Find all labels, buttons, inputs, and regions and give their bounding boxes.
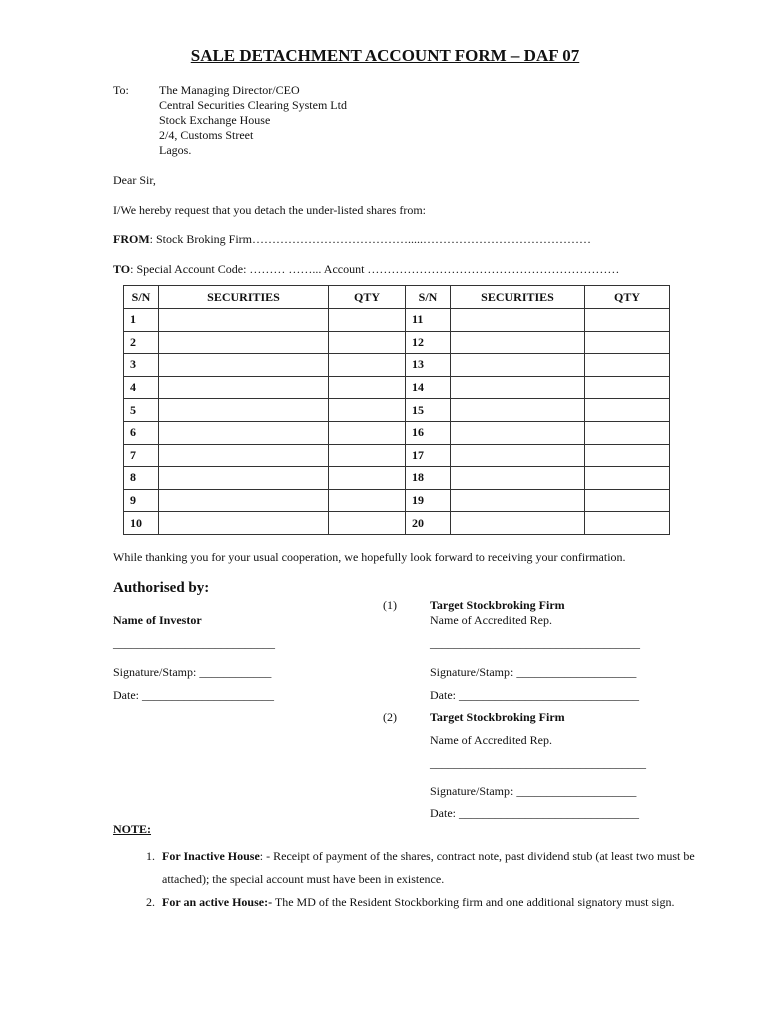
notes-list (113, 845, 718, 914)
address-line: Central Securities Clearing System Ltd (159, 98, 347, 112)
table-row (124, 399, 670, 422)
to-label: To: (113, 83, 129, 97)
sn-cell: 16 (406, 421, 451, 444)
securities-cell[interactable] (451, 399, 585, 422)
qty-cell[interactable] (329, 309, 406, 332)
accredited-rep-label: Name of Accredited Rep. (430, 733, 552, 747)
list-item (158, 845, 718, 891)
securities-cell[interactable] (159, 467, 329, 490)
sn-cell: 12 (406, 331, 451, 354)
investor-date-field[interactable]: Date: ______________________ (113, 688, 274, 702)
securities-cell[interactable] (159, 421, 329, 444)
sn-cell: 6 (124, 421, 159, 444)
qty-cell[interactable] (585, 331, 670, 354)
sn-cell: 4 (124, 376, 159, 399)
qty-cell[interactable] (585, 376, 670, 399)
investor-signature-field[interactable]: Signature/Stamp: ____________ (113, 665, 272, 679)
address-line: Stock Exchange House (159, 113, 271, 127)
qty-cell[interactable] (329, 376, 406, 399)
table-row (124, 467, 670, 490)
securities-cell[interactable] (451, 444, 585, 467)
qty-cell[interactable] (329, 489, 406, 512)
item-number: (1) (383, 598, 397, 612)
investor-name-field[interactable]: ___________________________ (113, 636, 275, 650)
sn-cell: 1 (124, 309, 159, 332)
securities-cell[interactable] (451, 467, 585, 490)
qty-cell[interactable] (329, 512, 406, 535)
to-account-line[interactable] (113, 262, 619, 277)
securities-cell[interactable] (159, 399, 329, 422)
accredited-rep-label: Name of Accredited Rep. (430, 613, 552, 627)
qty-cell[interactable] (585, 467, 670, 490)
note-text: : - Receipt of payment of the shares, contract note, past dividend stub (at least two must be attached); the special account must have been in existence. (162, 849, 695, 886)
form-title: SALE DETACHMENT ACCOUNT FORM – DAF 07 (190, 46, 580, 65)
sn-cell: 11 (406, 309, 451, 332)
target-firm-label: Target Stockbroking Firm (430, 710, 565, 724)
securities-cell[interactable] (159, 512, 329, 535)
sn-cell: 15 (406, 399, 451, 422)
address-line: 2/4, Customs Street (159, 128, 254, 142)
to-label-2: TO (113, 262, 131, 276)
request-text: I/We hereby request that you detach the under-listed shares from: (113, 203, 427, 217)
qty-cell[interactable] (585, 354, 670, 377)
qty-cell[interactable] (329, 331, 406, 354)
address-line: Lagos. (159, 143, 192, 157)
rep-name-field[interactable]: ____________________________________ (430, 756, 646, 770)
securities-cell[interactable] (451, 489, 585, 512)
table-row (124, 512, 670, 535)
qty-cell[interactable] (585, 489, 670, 512)
closing-text: While thanking you for your usual cooperation, we hopefully look forward to receiving your confirmation. (113, 550, 626, 564)
qty-cell[interactable] (329, 354, 406, 377)
note-heading: For an active House:- (162, 895, 273, 909)
sn-cell: 17 (406, 444, 451, 467)
qty-cell[interactable] (585, 444, 670, 467)
qty-cell[interactable] (585, 421, 670, 444)
salutation: Dear Sir, (113, 173, 156, 187)
securities-cell[interactable] (451, 376, 585, 399)
securities-cell[interactable] (451, 421, 585, 444)
securities-cell[interactable] (159, 489, 329, 512)
qty-cell[interactable] (585, 399, 670, 422)
securities-cell[interactable] (451, 354, 585, 377)
qty-cell[interactable] (329, 444, 406, 467)
address-block (159, 83, 347, 158)
to-account-field[interactable]: : Special Account Code: ……… ……... Account ……………………………………………………… (130, 262, 620, 276)
securities-table (123, 285, 670, 535)
securities-cell[interactable] (451, 331, 585, 354)
list-item (158, 891, 718, 914)
note-label: NOTE: (113, 822, 152, 836)
qty-cell[interactable] (329, 421, 406, 444)
rep-date-field[interactable]: Date: ______________________________ (430, 688, 639, 702)
col-header-sn: S/N (124, 286, 159, 309)
col-header-securities: SECURITIES (159, 286, 329, 309)
securities-cell[interactable] (159, 376, 329, 399)
sn-cell: 20 (406, 512, 451, 535)
from-line[interactable] (113, 232, 591, 247)
sn-cell: 5 (124, 399, 159, 422)
rep-signature-field[interactable]: Signature/Stamp: ____________________ (430, 784, 637, 798)
table-row (124, 354, 670, 377)
note-text: The MD of the Resident Stockborking firm and one additional signatory must sign. (272, 895, 675, 909)
securities-cell[interactable] (159, 331, 329, 354)
from-field[interactable]: : Stock Broking Firm………………………………….....…………………………………… (149, 232, 591, 246)
securities-cell[interactable] (451, 309, 585, 332)
rep-name-field[interactable]: ___________________________________ (430, 636, 640, 650)
table-row (124, 421, 670, 444)
sn-cell: 3 (124, 354, 159, 377)
rep-date-field[interactable]: Date: ______________________________ (430, 806, 639, 820)
securities-cell[interactable] (159, 354, 329, 377)
col-header-qty: QTY (585, 286, 670, 309)
col-header-qty: QTY (329, 286, 406, 309)
table-header-row (124, 286, 670, 309)
securities-cell[interactable] (159, 444, 329, 467)
note-heading: For Inactive House (162, 849, 260, 863)
investor-label: Name of Investor (113, 613, 202, 627)
from-label: FROM (113, 232, 150, 246)
qty-cell[interactable] (585, 309, 670, 332)
rep-signature-field[interactable]: Signature/Stamp: ____________________ (430, 665, 637, 679)
sn-cell: 8 (124, 467, 159, 490)
col-header-securities: SECURITIES (451, 286, 585, 309)
sn-cell: 2 (124, 331, 159, 354)
item-number: (2) (383, 710, 397, 724)
table-row (124, 331, 670, 354)
qty-cell[interactable] (585, 512, 670, 535)
sn-cell: 18 (406, 467, 451, 490)
sn-cell: 9 (124, 489, 159, 512)
securities-cell[interactable] (159, 309, 329, 332)
target-firm-label: Target Stockbroking Firm (430, 598, 565, 612)
col-header-sn: S/N (406, 286, 451, 309)
address-line: The Managing Director/CEO (159, 83, 300, 97)
sn-cell: 7 (124, 444, 159, 467)
table-row (124, 309, 670, 332)
sn-cell: 14 (406, 376, 451, 399)
sn-cell: 19 (406, 489, 451, 512)
table-row (124, 489, 670, 512)
table-row (124, 376, 670, 399)
sn-cell: 13 (406, 354, 451, 377)
qty-cell[interactable] (329, 467, 406, 490)
qty-cell[interactable] (329, 399, 406, 422)
securities-cell[interactable] (451, 512, 585, 535)
table-row (124, 444, 670, 467)
authorised-heading: Authorised by: (113, 580, 210, 596)
sn-cell: 10 (124, 512, 159, 535)
